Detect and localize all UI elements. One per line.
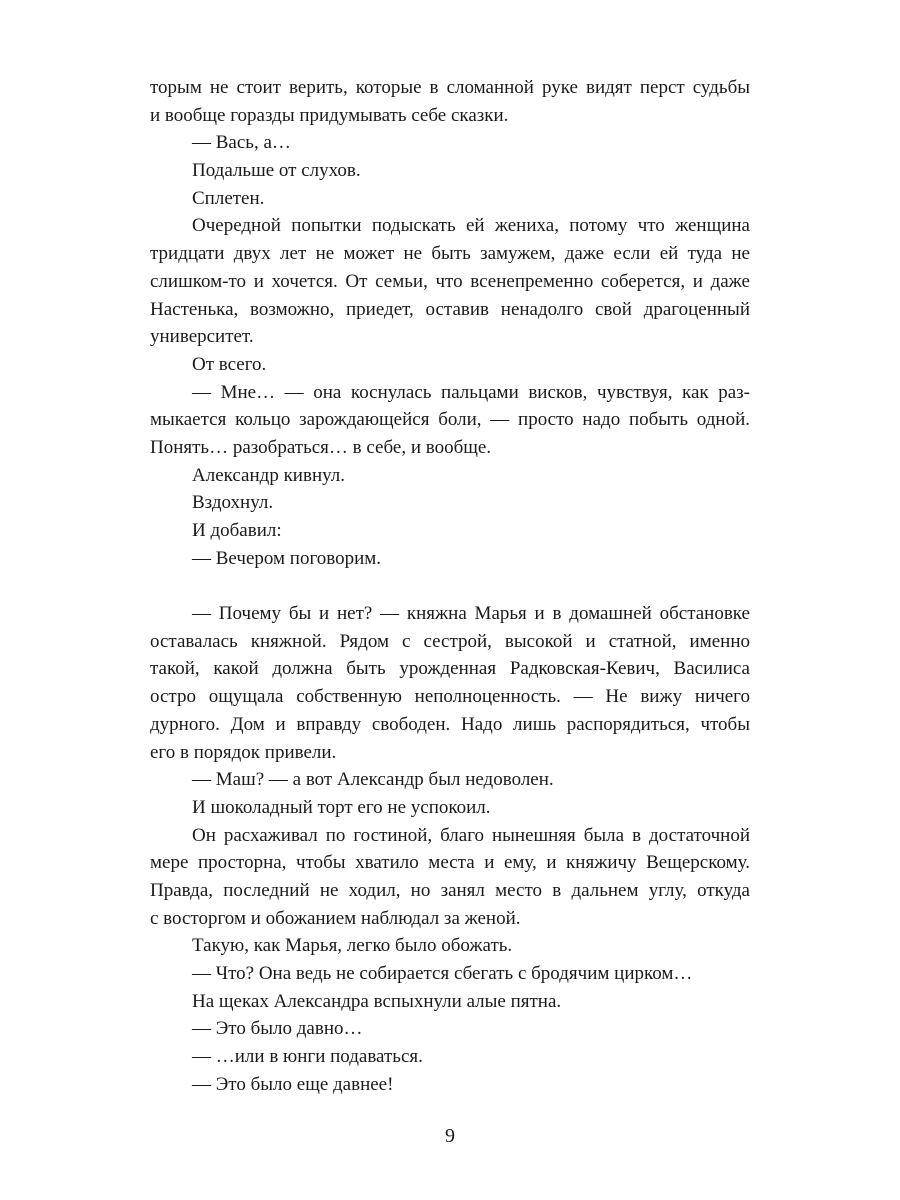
text-line: — Маш? — а вот Александр был недоволен. <box>192 769 554 791</box>
text-line: — Что? Она ведь не собирается сбегать с бродячим цирком… <box>192 963 693 984</box>
text-line: — Вечером поговорим. <box>192 547 382 569</box>
text-line: мере просторна, чтобы хватило места и ему, и княжичу Вещерскому. <box>150 852 750 874</box>
text-line: оставалась княжной. Рядом с сестрой, высокой и статной, именно <box>150 630 750 652</box>
text-line: Александр кивнул. <box>192 464 346 486</box>
text-line: Он расхаживал по гостиной, благо нынешняя была в достаточной <box>192 824 750 846</box>
text-line: дурного. Дом и вправду свободен. Надо лишь распорядиться, чтобы <box>150 713 750 735</box>
text-line: мыкается кольцо зарождающейся боли, — просто надо побыть одной. <box>150 409 750 431</box>
text-line: тридцати двух лет не может не быть замужем, даже если ей туда не <box>150 243 750 265</box>
text-line: Понять… разобраться… в себе, и вообще. <box>150 436 492 458</box>
text-line: На щеках Александра вспыхнули алые пятна. <box>192 990 562 1012</box>
text-line: с восторгом и обожанием наблюдал за женой. <box>150 907 521 929</box>
text-line: Правда, последний не ходил, но занял место в дальнем углу, откуда <box>150 879 750 901</box>
text-line: остро ощущала собственную неполноценность. — Не вижу ничего <box>150 686 750 708</box>
text-line: — Мне… — она коснулась пальцами висков, чувствуя, как раз- <box>192 381 750 403</box>
text-line: И шоколадный торт его не успокоил. <box>192 796 491 818</box>
page-number: 9 <box>445 1125 455 1147</box>
text-line: И добавил: <box>192 520 282 541</box>
text-line: От всего. <box>192 353 267 375</box>
text-line: — …или в юнги подаваться. <box>192 1046 423 1068</box>
text-line: — Почему бы и нет? — княжна Марья и в домашней обстановке <box>192 603 750 625</box>
section-break <box>150 572 750 600</box>
text-line: торым не стоит верить, которые в сломанной руке видят перст судьбы <box>150 77 750 98</box>
text-line: — Это было давно… <box>192 1018 363 1040</box>
text-line: университет. <box>150 326 254 348</box>
text-line: Настенька, возможно, приедет, оставив ненадолго свой драгоценный <box>150 298 750 320</box>
text-line: слишком-то и хочется. От семьи, что всенепременно соберется, и даже <box>150 270 750 292</box>
text-line: Сплетен. <box>192 187 265 209</box>
text-line: — Это было еще давнее! <box>192 1073 394 1095</box>
text-line: такой, какой должна быть урожденная Радковская-Кевич, Василиса <box>150 658 750 680</box>
text-line: Вздохнул. <box>192 492 274 514</box>
text-line: Очередной попытки подыскать ей жениха, потому что женщина <box>192 215 750 237</box>
text-line: Подальше от слухов. <box>192 160 361 182</box>
page-text-block <box>150 74 750 1098</box>
text-line: — Вась, а… <box>192 132 291 154</box>
text-line: и вообще горазды придумывать себе сказки. <box>150 104 509 126</box>
text-line: его в порядок привели. <box>150 741 337 763</box>
text-line: Такую, как Марья, легко было обожать. <box>192 935 513 957</box>
